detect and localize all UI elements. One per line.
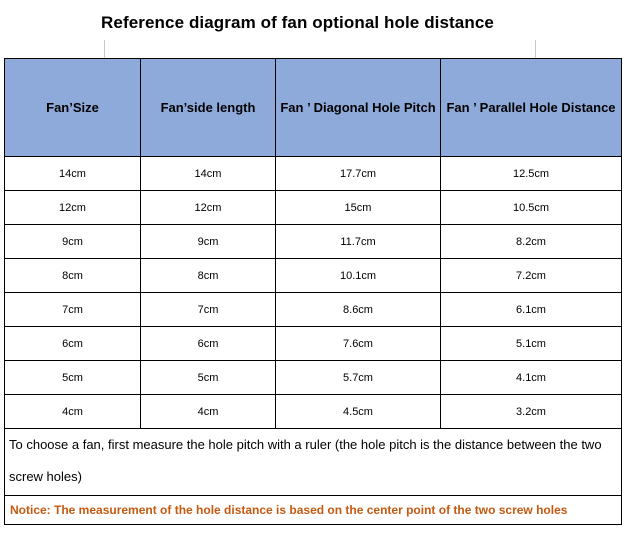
cell-parallel-distance: 8.2cm [441,225,622,259]
cell-diagonal-pitch: 10.1cm [276,259,441,293]
divider-tick-right [535,40,536,58]
cell-fan-size: 4cm [5,395,141,429]
instruction-row [5,429,622,496]
cell-side-length: 7cm [141,293,276,327]
table-row [5,361,622,395]
table-row [5,259,622,293]
cell-side-length: 14cm [141,157,276,191]
cell-fan-size: 14cm [5,157,141,191]
table-header-row [5,59,622,157]
header-fan-size: Fan’Size [5,59,141,157]
header-side-length: Fan’side length [141,59,276,157]
header-parallel-distance: Fan ’ Parallel Hole Distance [441,59,622,157]
cell-side-length: 8cm [141,259,276,293]
cell-parallel-distance: 7.2cm [441,259,622,293]
cell-diagonal-pitch: 11.7cm [276,225,441,259]
cell-side-length: 6cm [141,327,276,361]
table-row [5,225,622,259]
header-diagonal-pitch: Fan ’ Diagonal Hole Pitch [276,59,441,157]
notice-row [5,496,622,525]
cell-side-length: 5cm [141,361,276,395]
cell-fan-size: 5cm [5,361,141,395]
cell-diagonal-pitch: 4.5cm [276,395,441,429]
notice-text: Notice: The measurement of the hole distance is based on the center point of the two screw holes [5,496,622,525]
cell-parallel-distance: 12.5cm [441,157,622,191]
hole-distance-table [4,58,622,525]
instruction-text: To choose a fan, first measure the hole pitch with a ruler (the hole pitch is the distance between the two screw holes) [5,429,622,496]
table-row [5,395,622,429]
cell-fan-size: 12cm [5,191,141,225]
cell-side-length: 12cm [141,191,276,225]
cell-parallel-distance: 3.2cm [441,395,622,429]
cell-diagonal-pitch: 8.6cm [276,293,441,327]
cell-diagonal-pitch: 15cm [276,191,441,225]
cell-fan-size: 7cm [5,293,141,327]
table-row [5,293,622,327]
cell-parallel-distance: 4.1cm [441,361,622,395]
cell-side-length: 9cm [141,225,276,259]
cell-fan-size: 8cm [5,259,141,293]
table-row [5,191,622,225]
cell-diagonal-pitch: 5.7cm [276,361,441,395]
cell-fan-size: 9cm [5,225,141,259]
cell-parallel-distance: 10.5cm [441,191,622,225]
cell-diagonal-pitch: 7.6cm [276,327,441,361]
divider-tick-left [104,40,105,58]
table-row [5,327,622,361]
table-row [5,157,622,191]
cell-side-length: 4cm [141,395,276,429]
cell-fan-size: 6cm [5,327,141,361]
cell-diagonal-pitch: 17.7cm [276,157,441,191]
page-title: Reference diagram of fan optional hole distance [101,13,494,32]
cell-parallel-distance: 6.1cm [441,293,622,327]
cell-parallel-distance: 5.1cm [441,327,622,361]
